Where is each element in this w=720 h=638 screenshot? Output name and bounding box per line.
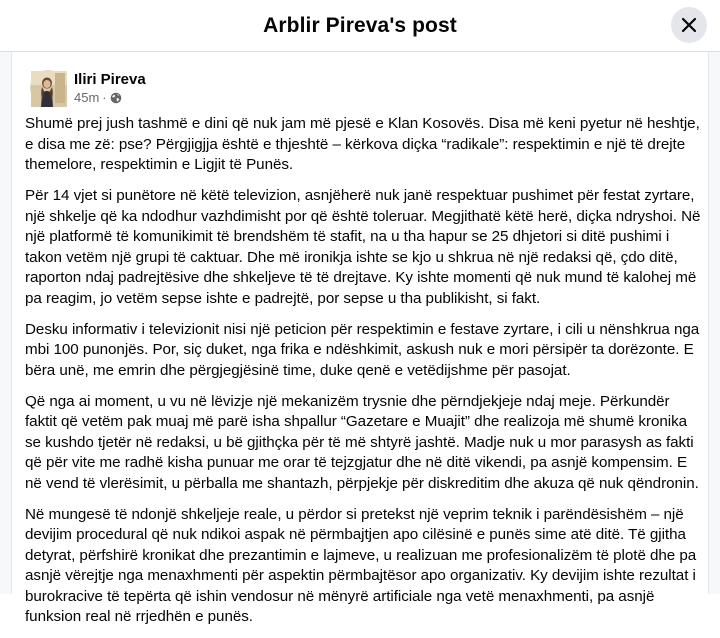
post-card [12, 52, 708, 625]
post-timestamp[interactable]: 45m [74, 90, 100, 105]
post-text [25, 114, 701, 638]
left-border [0, 52, 12, 594]
post-meta [74, 90, 146, 106]
post-paragraph: Shumë prej jush tashmë e dini që nuk jam më pjesë e Klan Kosovës. Disa më keni pyetur në heshtje, e disa me zë: pse? Përgjigjja është e thjeshtë – kërkova diçka “radikale”: respektimin e një të drejte themelore, respektimin e Ligjit të Punës. [25, 115, 700, 173]
avatar[interactable] [30, 70, 66, 106]
right-border [708, 52, 720, 594]
author-name[interactable]: Iliri Pireva [74, 71, 146, 88]
post-paragraph: Desku informativ i televizionit nisi një peticion për respektimin e festave zyrtare, i cili u nënshkrua nga mbi 100 punonjës. Por, siç duket, nga frika e ndëshkimit, askush nuk e mori përsipër ta dorëzonte. E bëra unë, me emrin dhe përgjegjësinë time, duke qenë e vetëdijshme për pasojat. [25, 320, 700, 379]
post-dialog-header [0, 0, 720, 52]
dialog-title: Arblir Pireva's post [263, 13, 457, 37]
post-paragraph: Për 14 vjet si punëtore në këtë televizion, asnjëherë nuk janë respektuar pushimet për festat zyrtare, një shkelje që ka ndodhur vazhdimisht por që është toleruar. Megjithatë këtë herë, diçka ndryshoi. Në një platformë të komunikimit të brendshëm të stafit, na u tha hapur se 25 dhjetori si ditë pushimi i takon vetëm një grupi të caktuar. Dhe më ironikja ishte se kjo u shkrua në një redaksi që, çdo ditë, raporton ndaj padrejtësive dhe shkeljeve të të drejtave. Ky ishte momenti që nuk mund të kalohej më pa reagim, jo vetëm sepse ishte e padrejtë, por sepse u tha publikisht, si fakt. [25, 187, 701, 307]
avatar-photo [31, 71, 67, 107]
globe-icon[interactable] [110, 92, 122, 104]
close-icon [681, 17, 697, 33]
close-button[interactable] [671, 7, 707, 43]
post-author-row [30, 70, 146, 106]
post-paragraph: Që nga ai moment, u vu në lëvizje një mekanizëm trysnie dhe përndjekjeje ndaj meje. Përkundër faktit që vetëm pak muaj më parë isha shpallur “Gazetare e Muajit” dhe realizoja më shumë kronika se kushdo tjetër në redaksi, u bë gjithçka për të më shtyrë jashtë. Madje nuk u mor parasysh as fakti që për vite me radhë kisha punuar me orar të tejzgjatur dhe në ditë vikendi, pa asnjë kompensim. E në vend të vlerësimit, u përballa me shantazh, përpjekje për diskreditim dhe akuza që nuk qëndronin. [25, 392, 699, 492]
post-paragraph: Në mungesë të ndonjë shkeljeje reale, u përdor si pretekst një veprim teknik i parëndësishëm – një devijim procedural që nuk ndikoi aspak në përmbajtjen apo cilësinë e punës sime atë ditë. Të gjitha detyrat, përfshirë kronikat dhe prezantimin e lajmeve, u realizuan me profesionalizëm të plotë dhe pa asnjë vërejtje nga menaxhmenti për aspektin përmbajtësor apo organizativ. Ky devijim ishte rezultat i burokracive të tepërta që ishin vendosur në mënyrë artificiale nga vetë menaxhmenti, pa asnjë funksion real në rrjedhën e punës. [25, 505, 697, 625]
meta-separator: · [102, 90, 107, 105]
